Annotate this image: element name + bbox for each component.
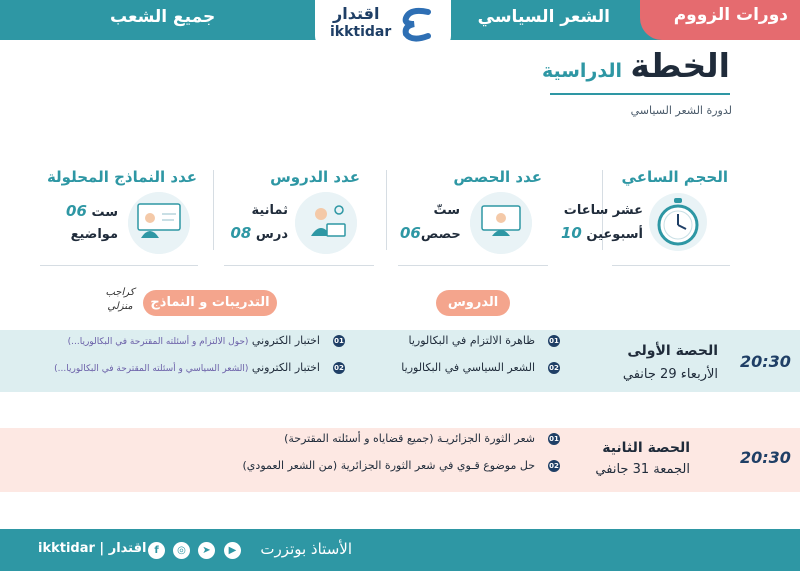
- presenter-icon: [128, 192, 190, 254]
- page-title: الخطة: [630, 46, 730, 85]
- stat-heading-models: عدد النماذج المحلولة: [46, 168, 197, 186]
- student-laptop-icon: [295, 192, 357, 254]
- bullet-number: 01: [334, 337, 344, 345]
- instagram-icon[interactable]: ◎: [173, 542, 190, 559]
- logo-text-en: ikktidar: [330, 24, 392, 40]
- exercise-item[interactable]: اختبار الكتروني (الشعر السياسي و أسئلته المقترحة في البكالوريا...): [54, 361, 320, 374]
- stopwatch-icon: [648, 192, 708, 252]
- session-date: الجمعة 31 جانفي: [595, 462, 690, 477]
- page-title-accent: الدراسية: [541, 60, 622, 82]
- homework-note: كراجب منزلي: [105, 287, 135, 312]
- stat-underline: [612, 265, 730, 266]
- session-time: 20:30: [740, 448, 791, 467]
- lesson-item: شعر الثورة الجزائريـة (جميع قضاياه و أسئلته المقترحة): [284, 432, 535, 445]
- lesson-item: الشعر السياسي في البكالوريا: [401, 361, 535, 374]
- footer-brand: ikktidar | اقتدار: [38, 541, 147, 556]
- telegram-icon[interactable]: ➤: [198, 542, 215, 559]
- stat-value-lessons: ثمانية درس 08: [230, 203, 288, 242]
- bullet-number: 02: [334, 364, 344, 372]
- stat-separator: [213, 170, 214, 250]
- audience-label: جميع الشعب: [110, 7, 216, 27]
- stat-separator: [386, 170, 387, 250]
- stat-underline: [398, 265, 548, 266]
- session-time: 20:30: [740, 352, 791, 371]
- exercise-item[interactable]: اختبار الكتروني (حول الالتزام و أسئلته المقترحة في البكالوريا...): [67, 334, 320, 347]
- logo-icon: [400, 6, 434, 42]
- logo-text-ar: اقتدار: [333, 4, 380, 23]
- session-title: الحصة الثانية: [602, 440, 690, 456]
- teacher-name: الأستاذ بوتزرت: [260, 540, 352, 558]
- zoom-courses-label: دورات الزووم: [673, 5, 788, 25]
- session-title: الحصة الأولى: [627, 343, 718, 359]
- stat-underline: [224, 265, 374, 266]
- bullet-number: 01: [549, 435, 559, 443]
- lesson-item: ظاهرة الالتزام في البكالوريا: [408, 334, 535, 347]
- lesson-item: حل موضوع قـوي في شعر الثورة الجزائرية (من الشعر العمودي): [242, 459, 535, 472]
- session-date: الأربعاء 29 جانفي: [622, 367, 718, 382]
- title-divider: [550, 93, 730, 95]
- youtube-icon[interactable]: ▶: [224, 542, 241, 559]
- teacher-board-icon: [470, 192, 532, 254]
- stat-value-sessions: ستّ حصص06: [400, 203, 461, 242]
- stat-heading-lessons: عدد الدروس: [270, 168, 360, 186]
- bullet-number: 02: [549, 462, 559, 470]
- stat-heading-sessions: عدد الحصص: [453, 168, 542, 186]
- page-subtitle: لدورة الشعر السياسي: [630, 104, 732, 117]
- bullet-number: 02: [549, 364, 559, 372]
- facebook-icon[interactable]: f: [148, 542, 165, 559]
- bullet-number: 01: [549, 337, 559, 345]
- stat-value-hours: عشر ساعات أسبوعين 10: [561, 203, 643, 242]
- course-name: الشعر السياسي: [477, 7, 610, 27]
- stat-underline: [40, 265, 198, 266]
- stat-value-models: ست 06 مواضيع: [66, 202, 118, 242]
- exercises-column-label: التدريبات و النماذج: [143, 290, 277, 316]
- lessons-column-label: الدروس: [436, 290, 510, 316]
- stat-heading-hours: الحجم الساعي: [621, 168, 728, 186]
